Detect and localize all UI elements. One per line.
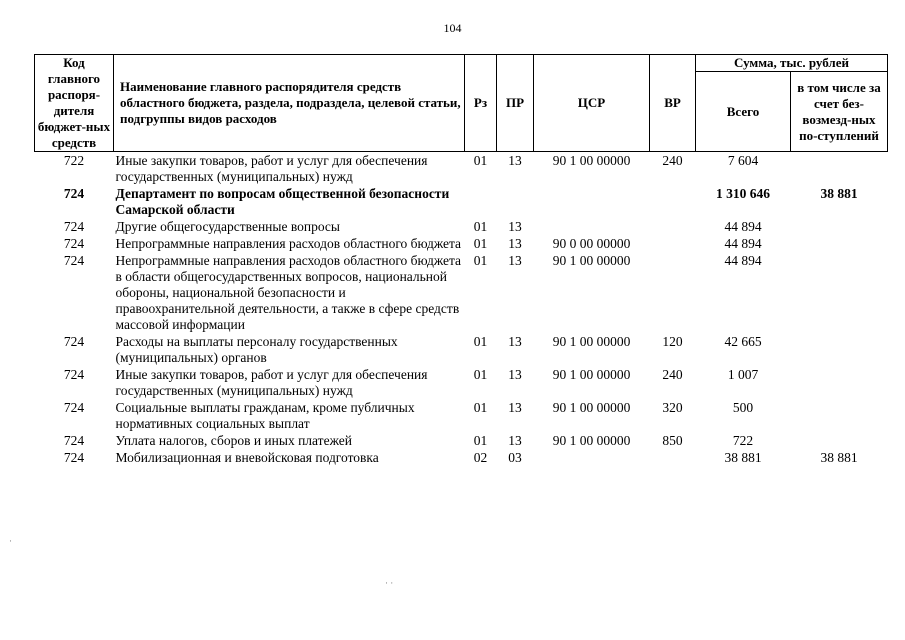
cell-code: 724 xyxy=(63,236,85,251)
cell-rz: 02 xyxy=(473,450,488,465)
cell-total: 7 604 xyxy=(727,153,759,168)
cell-pr xyxy=(497,186,534,219)
table-header xyxy=(35,55,888,152)
cell-incl xyxy=(791,367,888,400)
cell-rz: 01 xyxy=(473,367,488,382)
cell-name: Другие общегосударственные вопросы xyxy=(115,219,340,234)
cell-pr: 13 xyxy=(508,236,522,251)
table-row xyxy=(35,433,888,450)
cell-code: 724 xyxy=(63,367,85,382)
cell-rz: 01 xyxy=(473,253,488,268)
cell-total: 44 894 xyxy=(724,236,762,251)
table-row xyxy=(35,186,888,219)
cell-incl xyxy=(791,433,888,450)
cell-pr: 13 xyxy=(508,253,522,268)
header-name: Наименование главного распорядителя средств областного бюджета, раздела, подраздела, целевой статьи, подгруппы видов расходов xyxy=(114,55,465,152)
cell-pr: 13 xyxy=(508,334,522,349)
cell-pr: 13 xyxy=(508,433,522,448)
cell-csr xyxy=(534,219,650,236)
cell-total: 722 xyxy=(732,433,754,448)
cell-vr xyxy=(650,236,696,253)
header-sum: Сумма, тыс. рублей xyxy=(696,55,888,72)
cell-csr xyxy=(534,450,650,467)
cell-rz: 01 xyxy=(473,334,488,349)
cell-total: 42 665 xyxy=(724,334,762,349)
cell-incl: 38 881 xyxy=(820,186,858,201)
header-vr: ВР xyxy=(650,55,696,152)
cell-vr xyxy=(650,450,696,467)
header-total: Всего xyxy=(696,72,791,152)
cell-incl xyxy=(791,400,888,433)
cell-name: Непрограммные направления расходов областного бюджета в области общегосударственных вопросов, национальной обороны, национальной безопасности и правоохранительной деятельности, а также в сфере средств массовой информации xyxy=(115,253,462,332)
cell-rz: 01 xyxy=(473,433,488,448)
cell-incl xyxy=(791,253,888,334)
cell-vr: 850 xyxy=(662,433,683,448)
cell-csr xyxy=(534,186,650,219)
cell-pr: 13 xyxy=(508,153,522,168)
cell-code: 724 xyxy=(63,219,85,234)
cell-incl: 38 881 xyxy=(820,450,858,465)
cell-vr xyxy=(650,219,696,236)
cell-vr xyxy=(650,253,696,334)
table-row xyxy=(35,334,888,367)
scan-speck: · xyxy=(9,536,12,546)
scan-speck: · · xyxy=(385,578,394,588)
table-row xyxy=(35,219,888,236)
cell-pr: 13 xyxy=(508,400,522,415)
table-body xyxy=(35,152,888,468)
cell-name: Социальные выплаты гражданам, кроме публичных нормативных социальных выплат xyxy=(115,400,415,431)
cell-code: 722 xyxy=(63,153,85,168)
table-row xyxy=(35,152,888,187)
header-incl: в том числе за счет без-возмезд-ных по-ступлений xyxy=(791,72,888,152)
cell-total: 38 881 xyxy=(724,450,762,465)
header-rz: Рз xyxy=(465,55,497,152)
cell-name: Иные закупки товаров, работ и услуг для обеспечения государственных (муниципальных) нужд xyxy=(115,153,428,184)
cell-name: Мобилизационная и вневойсковая подготовка xyxy=(115,450,379,465)
cell-csr: 90 1 00 00000 xyxy=(552,433,631,448)
table-row xyxy=(35,450,888,467)
cell-total: 44 894 xyxy=(724,219,762,234)
cell-name: Непрограммные направления расходов областного бюджета xyxy=(115,236,462,251)
cell-csr: 90 1 00 00000 xyxy=(552,253,631,268)
cell-name: Департамент по вопросам общественной безопасности Самарской области xyxy=(115,186,450,217)
cell-code: 724 xyxy=(63,253,85,268)
cell-incl xyxy=(791,152,888,187)
header-code: Код главного распоря-дителя бюджет-ных средств xyxy=(35,55,114,152)
cell-code: 724 xyxy=(63,400,85,415)
cell-csr: 90 0 00 00000 xyxy=(552,236,631,251)
cell-rz: 01 xyxy=(473,236,488,251)
budget-table xyxy=(34,54,888,467)
cell-csr: 90 1 00 00000 xyxy=(552,367,631,382)
table-row xyxy=(35,400,888,433)
cell-vr: 240 xyxy=(662,367,683,382)
table-row xyxy=(35,236,888,253)
cell-csr: 90 1 00 00000 xyxy=(552,400,631,415)
header-pr: ПР xyxy=(497,55,534,152)
cell-code: 724 xyxy=(63,433,85,448)
page-number: 104 xyxy=(443,21,462,35)
cell-total: 1 310 646 xyxy=(716,186,770,201)
cell-pr: 13 xyxy=(508,219,522,234)
table-row xyxy=(35,367,888,400)
cell-pr: 03 xyxy=(508,450,522,465)
table-row xyxy=(35,253,888,334)
header-csr: ЦСР xyxy=(534,55,650,152)
cell-total: 44 894 xyxy=(724,253,762,268)
cell-rz xyxy=(465,186,497,219)
cell-vr xyxy=(650,186,696,219)
cell-name: Иные закупки товаров, работ и услуг для обеспечения государственных (муниципальных) нужд xyxy=(115,367,428,398)
cell-name: Расходы на выплаты персоналу государственных (муниципальных) органов xyxy=(115,334,398,365)
cell-code: 724 xyxy=(63,186,85,201)
cell-csr: 90 1 00 00000 xyxy=(552,334,631,349)
cell-name: Уплата налогов, сборов и иных платежей xyxy=(115,433,352,448)
cell-code: 724 xyxy=(63,450,85,465)
cell-code: 724 xyxy=(63,334,85,349)
cell-csr: 90 1 00 00000 xyxy=(552,153,631,168)
cell-vr: 120 xyxy=(662,334,683,349)
cell-rz: 01 xyxy=(473,153,488,168)
cell-incl xyxy=(791,334,888,367)
cell-total: 1 007 xyxy=(727,367,759,382)
cell-rz: 01 xyxy=(473,219,488,234)
cell-vr: 240 xyxy=(662,153,683,168)
cell-total: 500 xyxy=(732,400,754,415)
cell-incl xyxy=(791,219,888,236)
cell-pr: 13 xyxy=(508,367,522,382)
cell-incl xyxy=(791,236,888,253)
cell-rz: 01 xyxy=(473,400,488,415)
cell-vr: 320 xyxy=(662,400,683,415)
